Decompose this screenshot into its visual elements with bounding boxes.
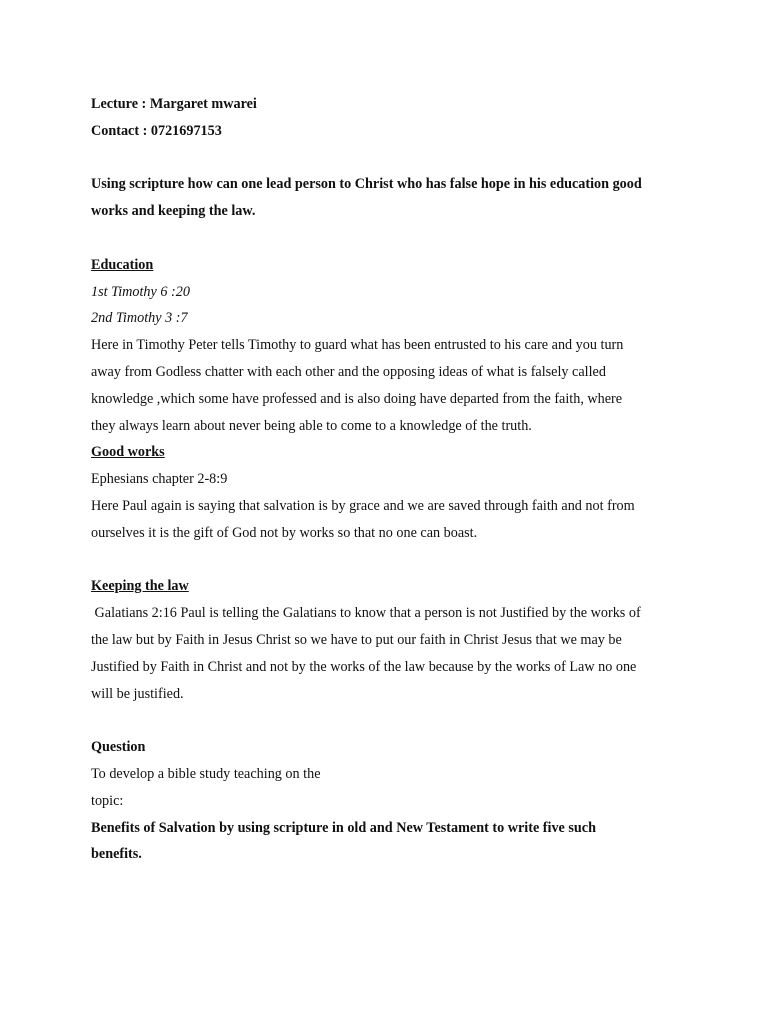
spacer [91,547,691,574]
good-works-paragraph-line: Here Paul again is saying that salvation is by grace and we are saved through faith and not from [91,497,635,514]
keeping-law-paragraph-line: will be justified. [91,685,184,702]
keeping-law-paragraph-line: Galatians 2:16 Paul is telling the Galatians to know that a person is not Justified by the works of [91,605,641,622]
spacer [91,225,691,252]
good-works-reference: Ephesians chapter 2-8:9 [91,471,228,488]
education-paragraph-line: away from Godless chatter with each other and the opposing ideas of what is falsely called [91,363,606,380]
question-heading-line-1: Using scripture how can one lead person to Christ who has false hope in his education good [91,176,642,193]
education-paragraph-line: Here in Timothy Peter tells Timothy to guard what has been entrusted to his care and you turn [91,337,624,354]
good-works-section-title-row [91,439,691,466]
question-heading-line-2: works and keeping the law. [91,203,256,220]
good-works-section-title: Good works [91,444,165,461]
education-paragraph-line: they always learn about never being able to come to a knowledge of the truth. [91,417,532,434]
document-page [91,91,691,868]
education-section-title: Education [91,256,154,273]
keeping-law-paragraph-line: the law but by Faith in Jesus Christ so we have to put our faith in Christ Jesus that we may be [91,631,622,648]
question-topic-line-1: Benefits of Salvation by using scripture in old and New Testament to write five such [91,819,596,836]
education-section-title-row [91,252,691,279]
spacer [91,707,691,734]
education-reference-1: 1st Timothy 6 :20 [91,283,190,300]
question-section-title: Question [91,739,146,756]
keeping-law-section-title-row [91,573,691,600]
question-text-line-1: To develop a bible study teaching on the [91,765,321,782]
lecturer-contact: Contact : 0721697153 [91,122,222,139]
lecturer-name: Lecture : Margaret mwarei [91,96,257,112]
education-paragraph-line: knowledge ,which some have professed and is also doing have departed from the faith, where [91,390,623,407]
question-topic-line-2: benefits. [91,846,142,863]
education-reference-2: 2nd Timothy 3 :7 [91,310,188,327]
spacer [91,145,691,172]
question-text-line-2: topic: [91,792,124,809]
keeping-law-section-title: Keeping the law [91,578,189,595]
keeping-law-paragraph-line: Justified by Faith in Christ and not by the works of the law because by the works of Law no one [91,658,637,675]
good-works-paragraph-line: ourselves it is the gift of God not by works so that no one can boast. [91,524,478,541]
